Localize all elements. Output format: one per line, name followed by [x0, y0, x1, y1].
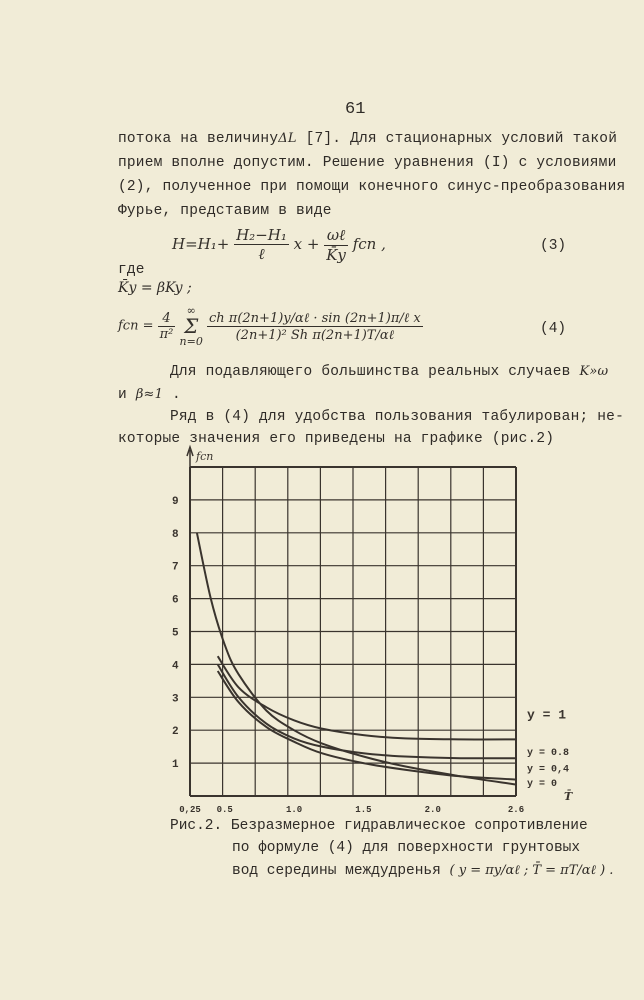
eq3-lhs: H=H₁+	[172, 235, 230, 253]
y-tick-label: 9	[172, 495, 179, 508]
series-label-3: y = 0,4	[527, 764, 570, 776]
eq3-frac1-den: ℓ	[258, 245, 265, 263]
x-tick-label: 0.5	[216, 805, 233, 815]
series-line-2	[218, 664, 516, 758]
caption-line: по формуле (4) для поверхности грунтовых	[232, 840, 581, 856]
eq3-x-plus: x +	[293, 235, 320, 253]
y-tick-label: 3	[172, 693, 179, 706]
condition-k-omega: K»ω	[579, 364, 609, 379]
eq3-tail: fcn ,	[352, 235, 386, 253]
y-tick-label: 7	[172, 561, 179, 574]
caption-label: Рис.2.	[170, 818, 223, 834]
where-word: где	[118, 262, 145, 278]
paragraph-text: [7]. Для стационарных условий такой	[305, 131, 618, 147]
delta-l-symbol: ΔL	[278, 131, 297, 146]
series-label-1: y = 1	[527, 707, 567, 723]
eq4-coef-den: π²	[159, 326, 174, 342]
series-label-2: y = 0.8	[527, 747, 570, 759]
x-tick-label: 0,25	[179, 805, 201, 815]
eq4-lhs: fcn =	[118, 318, 154, 334]
x-tick-label: 2.0	[424, 805, 441, 815]
paragraph-text: .	[172, 387, 181, 403]
paragraph-line: (2), полученное при помощи конечного синус-преобразования	[118, 179, 626, 195]
eq4-numerator: ch π(2n+1)y/αℓ · sin (2n+1)π/ℓ x	[209, 310, 421, 326]
paragraph-text: Для подавляющего большинства реальных случаев	[170, 364, 571, 380]
series-label-4: y = 0	[527, 779, 558, 791]
paragraph-text: и	[118, 387, 127, 403]
y-tick-label: 2	[172, 726, 179, 739]
y-tick-label: 8	[172, 528, 179, 541]
y-tick-label: 6	[172, 594, 179, 607]
figure-caption	[170, 818, 588, 834]
caption-line: Безразмерное гидравлическое сопротивление	[230, 818, 588, 834]
paragraph-line: Фурье, представим в виде	[118, 203, 332, 219]
caption-formula: ( y = πy/αℓ ; T̄ = πT/αℓ ) .	[449, 863, 614, 878]
eq3-frac2-den: K̄y	[326, 246, 346, 264]
condition-beta: β≈1	[135, 387, 164, 402]
paragraph-line: прием вполне допустим. Решение уравнения (I) с условиями	[118, 155, 617, 171]
eq4-sum-top: ∞	[186, 304, 196, 317]
caption-line-3	[232, 862, 613, 879]
eq4-sum-bottom: n=0	[179, 335, 203, 348]
paragraph-text: потока на величину	[118, 131, 279, 147]
caption-text: вод середины междудренья	[232, 863, 441, 879]
ky-definition: K̄y = βKy ;	[118, 280, 192, 296]
paragraph-line: которые значения его приведены на графике (рис.2)	[118, 431, 555, 447]
y-tick-label: 1	[172, 759, 179, 772]
y-axis-label: fcn	[196, 450, 214, 463]
eq4-sum-symbol: Σ	[184, 314, 199, 338]
y-tick-label: 5	[172, 627, 179, 640]
x-tick-label: 2.6	[507, 805, 525, 815]
y-tick-label: 4	[172, 660, 179, 673]
eq4-coef-num: 4	[158, 311, 176, 327]
x-tick-label: 1.0	[285, 805, 303, 815]
eq3-frac1-num: H₂−H₁	[236, 226, 287, 244]
x-tick-label: 1.5	[355, 805, 372, 815]
equation-3-number: (3)	[540, 238, 567, 254]
paragraph-line: Ряд в (4) для удобства пользования табулирован; не-	[170, 409, 624, 425]
eq4-denominator: (2n+1)² Sh π(2n+1)T/αℓ	[235, 327, 395, 343]
series-line-4	[197, 533, 516, 785]
page-number: 61	[345, 100, 366, 119]
eq3-frac2-num: ωℓ	[324, 226, 348, 246]
equation-4-number: (4)	[540, 321, 567, 337]
x-axis-label: T̄	[564, 790, 573, 803]
